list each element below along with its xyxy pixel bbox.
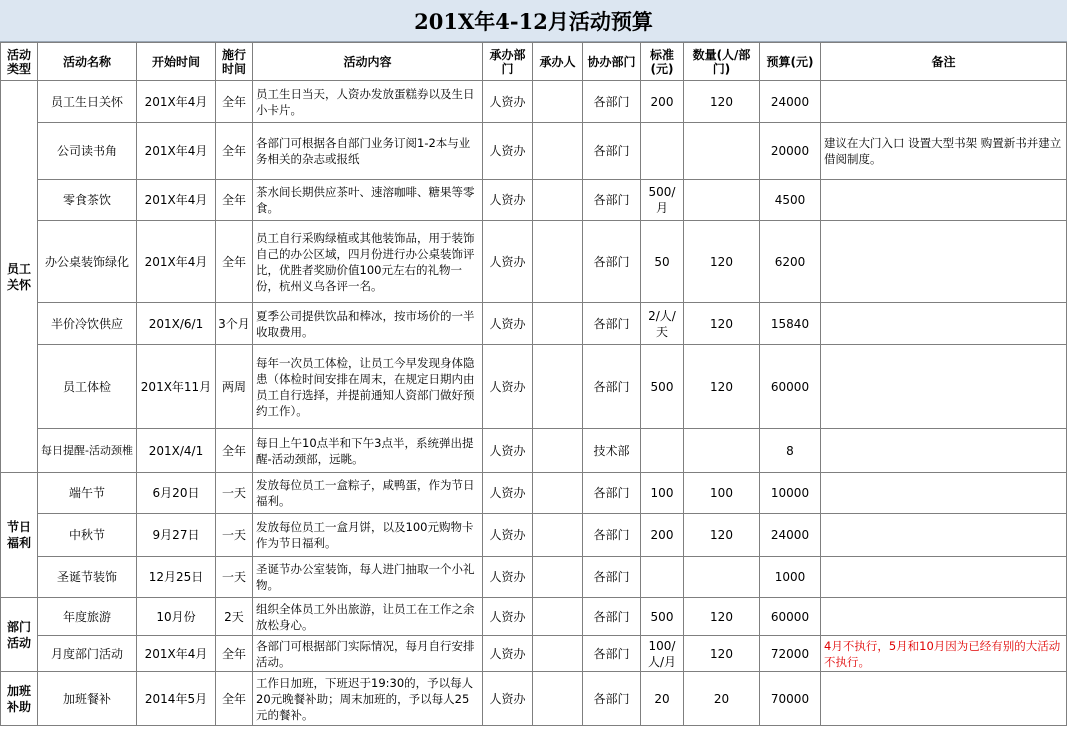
cell-person (533, 557, 583, 598)
cell-standard: 2/人/天 (641, 303, 684, 345)
cell-budget: 60000 (760, 345, 821, 429)
cell-standard (641, 557, 684, 598)
cell-host: 人资办 (483, 598, 533, 636)
cell-name: 年度旅游 (38, 598, 137, 636)
cell-host: 人资办 (483, 636, 533, 672)
cell-duration: 全年 (216, 429, 253, 473)
cell-budget: 4500 (760, 180, 821, 221)
cell-assist: 各部门 (583, 473, 641, 514)
cell-content: 各部门可根据各自部门业务订阅1-2本与业务相关的杂志或报纸 (253, 123, 483, 180)
header-budget: 预算(元) (760, 43, 821, 81)
table-row (1, 672, 1067, 726)
cell-content: 发放每位员工一盒月饼，以及100元购物卡作为节日福利。 (253, 514, 483, 557)
table-row (1, 598, 1067, 636)
header-type: 活动类型 (1, 43, 38, 81)
cell-name: 月度部门活动 (38, 636, 137, 672)
table-row (1, 345, 1067, 429)
cell-assist: 技术部 (583, 429, 641, 473)
cell-person (533, 598, 583, 636)
header-standard: 标准(元) (641, 43, 684, 81)
cell-content: 每年一次员工体检，让员工今早发现身体隐患（体检时间安排在周末，在规定日期内由员工自行选择，并提前通知人资部门做好预约工作）。 (253, 345, 483, 429)
cell-host: 人资办 (483, 303, 533, 345)
cell-start: 201X年4月 (137, 180, 216, 221)
table-row (1, 636, 1067, 672)
cell-name: 半价冷饮供应 (38, 303, 137, 345)
cell-quantity: 120 (684, 636, 760, 672)
cell-host: 人资办 (483, 180, 533, 221)
cell-quantity: 120 (684, 345, 760, 429)
cell-start: 2014年5月 (137, 672, 216, 726)
header-host: 承办部门 (483, 43, 533, 81)
cell-duration: 2天 (216, 598, 253, 636)
cell-duration: 一天 (216, 557, 253, 598)
cell-standard: 200 (641, 81, 684, 123)
cell-content: 组织全体员工外出旅游，让员工在工作之余放松身心。 (253, 598, 483, 636)
cell-duration: 全年 (216, 123, 253, 180)
cell-start: 10月份 (137, 598, 216, 636)
cell-content: 各部门可根据部门实际情况，每月自行安排活动。 (253, 636, 483, 672)
cell-start: 201X年4月 (137, 81, 216, 123)
cell-host: 人资办 (483, 473, 533, 514)
budget-table (0, 42, 1067, 726)
cell-person (533, 429, 583, 473)
cell-quantity (684, 180, 760, 221)
cell-duration: 全年 (216, 636, 253, 672)
cell-standard: 500 (641, 598, 684, 636)
cell-duration: 一天 (216, 473, 253, 514)
cell-note (821, 429, 1067, 473)
cell-budget: 72000 (760, 636, 821, 672)
cell-budget: 20000 (760, 123, 821, 180)
cell-start: 201X年4月 (137, 123, 216, 180)
cell-person (533, 221, 583, 303)
header-note: 备注 (821, 43, 1067, 81)
cell-name: 端午节 (38, 473, 137, 514)
cell-name: 公司读书角 (38, 123, 137, 180)
cell-host: 人资办 (483, 123, 533, 180)
cell-standard (641, 429, 684, 473)
cell-person (533, 345, 583, 429)
cell-note (821, 514, 1067, 557)
cell-assist: 各部门 (583, 345, 641, 429)
cell-start: 12月25日 (137, 557, 216, 598)
cell-budget: 1000 (760, 557, 821, 598)
table-row (1, 221, 1067, 303)
table-row (1, 81, 1067, 123)
cell-budget: 8 (760, 429, 821, 473)
cell-duration: 全年 (216, 221, 253, 303)
cell-budget: 70000 (760, 672, 821, 726)
cell-host: 人资办 (483, 672, 533, 726)
cell-assist: 各部门 (583, 81, 641, 123)
cell-host: 人资办 (483, 557, 533, 598)
cell-standard: 500 (641, 345, 684, 429)
table-row (1, 473, 1067, 514)
cell-assist: 各部门 (583, 598, 641, 636)
header-row (1, 43, 1067, 81)
cell-name: 加班餐补 (38, 672, 137, 726)
cell-content: 工作日加班，下班迟于19:30的，予以每人20元晚餐补助；周末加班的，予以每人25元的餐补。 (253, 672, 483, 726)
table-row (1, 123, 1067, 180)
cell-person (533, 303, 583, 345)
cell-name: 办公桌装饰绿化 (38, 221, 137, 303)
cell-host: 人资办 (483, 221, 533, 303)
cell-duration: 全年 (216, 180, 253, 221)
cell-assist: 各部门 (583, 180, 641, 221)
header-assist: 协办部门 (583, 43, 641, 81)
cell-person (533, 123, 583, 180)
cell-assist: 各部门 (583, 557, 641, 598)
cell-start: 9月27日 (137, 514, 216, 557)
cell-start: 201X年4月 (137, 221, 216, 303)
cell-host: 人资办 (483, 429, 533, 473)
cell-content: 员工生日当天，人资办发放蛋糕券以及生日小卡片。 (253, 81, 483, 123)
cell-assist: 各部门 (583, 221, 641, 303)
cell-standard: 50 (641, 221, 684, 303)
cell-standard: 20 (641, 672, 684, 726)
table-row (1, 557, 1067, 598)
header-content: 活动内容 (253, 43, 483, 81)
header-duration: 施行时间 (216, 43, 253, 81)
cell-content: 夏季公司提供饮品和棒冰，按市场价的一半收取费用。 (253, 303, 483, 345)
cell-standard: 100 (641, 473, 684, 514)
cell-name: 员工体检 (38, 345, 137, 429)
cell-start: 201X/4/1 (137, 429, 216, 473)
cell-standard (641, 123, 684, 180)
cell-note (821, 180, 1067, 221)
cell-quantity (684, 429, 760, 473)
cell-person (533, 672, 583, 726)
group-label: 节日福利 (1, 473, 38, 598)
header-person: 承办人 (533, 43, 583, 81)
cell-person (533, 514, 583, 557)
cell-quantity: 120 (684, 303, 760, 345)
header-start: 开始时间 (137, 43, 216, 81)
cell-duration: 两周 (216, 345, 253, 429)
cell-duration: 3个月 (216, 303, 253, 345)
cell-standard: 100/人/月 (641, 636, 684, 672)
cell-content: 圣诞节办公室装饰，每人进门抽取一个小礼物。 (253, 557, 483, 598)
group-label: 部门活动 (1, 598, 38, 672)
cell-note (821, 473, 1067, 514)
cell-quantity (684, 123, 760, 180)
cell-start: 201X年4月 (137, 636, 216, 672)
cell-note (821, 598, 1067, 636)
table-row (1, 180, 1067, 221)
cell-quantity: 20 (684, 672, 760, 726)
cell-person (533, 473, 583, 514)
cell-note (821, 81, 1067, 123)
cell-person (533, 81, 583, 123)
cell-standard: 200 (641, 514, 684, 557)
cell-note (821, 221, 1067, 303)
cell-duration: 全年 (216, 81, 253, 123)
cell-content: 茶水间长期供应茶叶、速溶咖啡、糖果等零食。 (253, 180, 483, 221)
cell-content: 发放每位员工一盒粽子，咸鸭蛋，作为节日福利。 (253, 473, 483, 514)
group-label: 加班补助 (1, 672, 38, 726)
cell-name: 每日提醒-活动颈椎 (38, 429, 137, 473)
cell-name: 员工生日关怀 (38, 81, 137, 123)
cell-content: 员工自行采购绿植或其他装饰品，用于装饰自己的办公区域，四月份进行办公桌装饰评比，优胜者奖励价值100元左右的礼物一份，杭州义乌各评一名。 (253, 221, 483, 303)
cell-start: 201X/6/1 (137, 303, 216, 345)
cell-content: 每日上午10点半和下午3点半，系统弹出提醒-活动颈部，远眺。 (253, 429, 483, 473)
table-row (1, 429, 1067, 473)
header-quantity: 数量(人/部门) (684, 43, 760, 81)
cell-duration: 全年 (216, 672, 253, 726)
cell-quantity: 100 (684, 473, 760, 514)
cell-start: 201X年11月 (137, 345, 216, 429)
cell-assist: 各部门 (583, 636, 641, 672)
cell-budget: 10000 (760, 473, 821, 514)
cell-name: 圣诞节装饰 (38, 557, 137, 598)
cell-person (533, 636, 583, 672)
cell-assist: 各部门 (583, 672, 641, 726)
cell-assist: 各部门 (583, 303, 641, 345)
cell-budget: 24000 (760, 81, 821, 123)
cell-quantity: 120 (684, 221, 760, 303)
cell-budget: 15840 (760, 303, 821, 345)
table-row (1, 514, 1067, 557)
cell-quantity: 120 (684, 81, 760, 123)
cell-person (533, 180, 583, 221)
cell-host: 人资办 (483, 81, 533, 123)
cell-duration: 一天 (216, 514, 253, 557)
cell-quantity: 120 (684, 598, 760, 636)
group-label: 员工关怀 (1, 81, 38, 473)
cell-note (821, 672, 1067, 726)
cell-host: 人资办 (483, 514, 533, 557)
cell-note (821, 345, 1067, 429)
cell-note: 4月不执行，5月和10月因为已经有别的大活动不执行。 (821, 636, 1067, 672)
table-row (1, 303, 1067, 345)
cell-budget: 60000 (760, 598, 821, 636)
cell-start: 6月20日 (137, 473, 216, 514)
cell-assist: 各部门 (583, 514, 641, 557)
cell-standard: 500/月 (641, 180, 684, 221)
cell-name: 零食茶饮 (38, 180, 137, 221)
cell-note: 建议在大门入口 设置大型书架 购置新书并建立借阅制度。 (821, 123, 1067, 180)
header-name: 活动名称 (38, 43, 137, 81)
cell-budget: 6200 (760, 221, 821, 303)
cell-note (821, 303, 1067, 345)
cell-budget: 24000 (760, 514, 821, 557)
cell-assist: 各部门 (583, 123, 641, 180)
cell-quantity (684, 557, 760, 598)
cell-host: 人资办 (483, 345, 533, 429)
sheet-title: 201X年4-12月活动预算 (0, 0, 1067, 42)
cell-name: 中秋节 (38, 514, 137, 557)
cell-note (821, 557, 1067, 598)
cell-quantity: 120 (684, 514, 760, 557)
